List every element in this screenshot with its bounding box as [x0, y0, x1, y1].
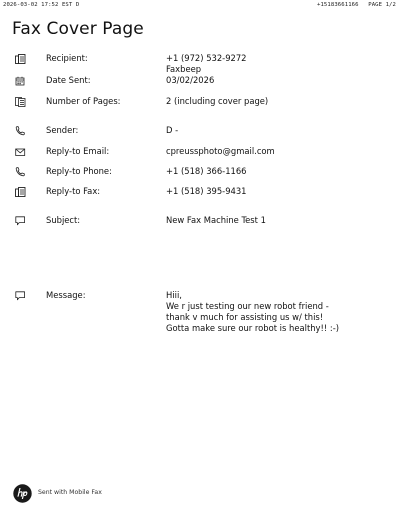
fax-document-icon — [15, 187, 26, 197]
recipient-label: Recipient: — [46, 53, 88, 63]
calendar-icon — [15, 76, 26, 86]
recipient-number: +1 (972) 532-9272 — [166, 53, 247, 63]
message-line: thank v much for assisting us w/ this! — [166, 312, 324, 322]
message-value — [166, 290, 339, 334]
message-line: Gotta make sure our robot is healthy!! :-) — [166, 323, 339, 333]
footer-sent-with-text: Sent with Mobile Fax — [38, 489, 102, 496]
hp-logo-icon — [13, 484, 32, 503]
sender-value: D - — [166, 125, 179, 135]
phone-icon — [15, 167, 26, 177]
envelope-icon — [15, 147, 26, 157]
speech-bubble-icon — [15, 291, 26, 301]
number-of-pages-label: Number of Pages: — [46, 96, 121, 106]
fax-sender-number: +15183661166 — [317, 2, 359, 8]
date-sent-value: 03/02/2026 — [166, 75, 215, 85]
subject-label: Subject: — [46, 215, 81, 225]
reply-phone-label: Reply-to Phone: — [46, 166, 112, 176]
speech-bubble-icon — [15, 216, 26, 226]
reply-email-label: Reply-to Email: — [46, 146, 110, 156]
recipient-name: Faxbeep — [166, 64, 202, 74]
subject-value: New Fax Machine Test 1 — [166, 215, 266, 225]
fax-transmission-header — [3, 2, 396, 12]
message-line: Hiii, — [166, 290, 182, 300]
message-label: Message: — [46, 290, 86, 300]
reply-fax-label: Reply-to Fax: — [46, 186, 101, 196]
fax-page-indicator: PAGE 1/2 — [368, 2, 396, 8]
reply-fax-value: +1 (518) 395-9431 — [166, 186, 247, 196]
pages-icon — [15, 97, 26, 107]
page-title: Fax Cover Page — [12, 19, 144, 39]
fax-document-icon — [15, 54, 26, 64]
number-of-pages-value: 2 (including cover page) — [166, 96, 269, 106]
date-sent-label: Date Sent: — [46, 75, 91, 85]
reply-phone-value: +1 (518) 366-1166 — [166, 166, 247, 176]
fax-timestamp: 2026-03-02 17:52 EST D — [3, 2, 80, 8]
reply-email-value: cpreussphoto@gmail.com — [166, 146, 275, 156]
sender-label: Sender: — [46, 125, 79, 135]
recipient-value — [166, 53, 247, 75]
message-line: We r just testing our new robot friend - — [166, 301, 329, 311]
phone-icon — [15, 126, 26, 136]
